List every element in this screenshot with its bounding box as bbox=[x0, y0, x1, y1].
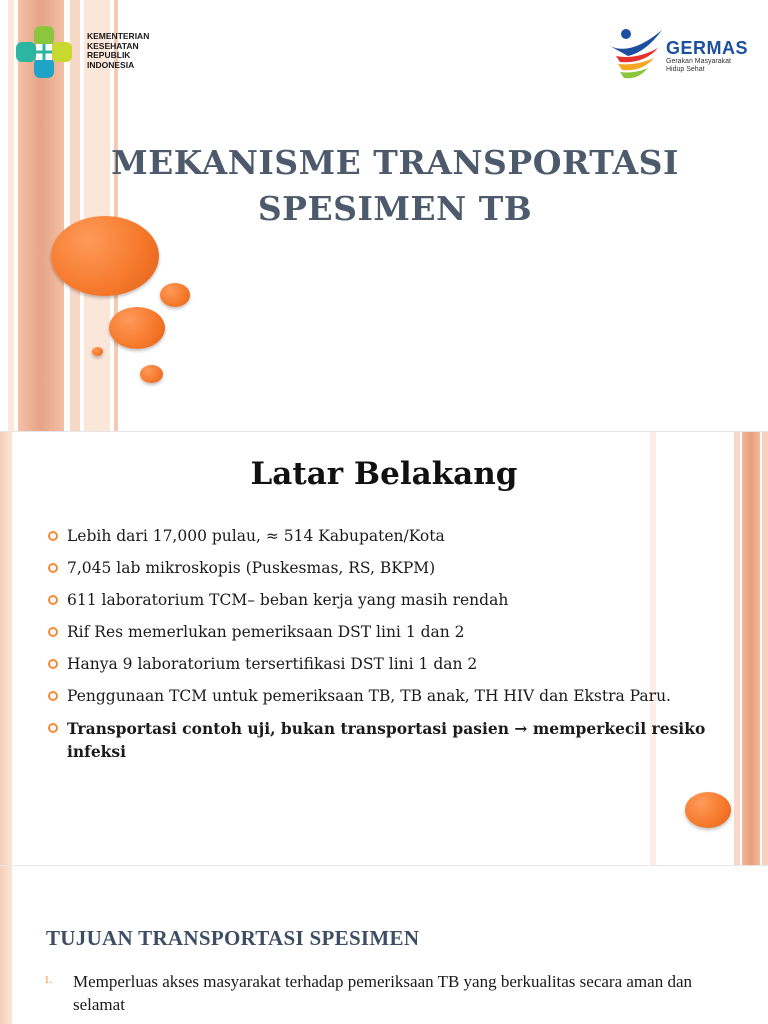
list-item-text: Memperluas akses masyarakat terhadap pemeriksaan TB yang berkualitas secara aman dan selamat bbox=[73, 972, 692, 1014]
germas-logo-icon bbox=[606, 26, 666, 82]
decorative-stripe-left bbox=[0, 866, 12, 1024]
circle-bullet-icon bbox=[48, 595, 58, 605]
title-slide bbox=[0, 0, 768, 432]
list-item: Lebih dari 17,000 pulau, ≈ 514 Kabupaten/Kota bbox=[48, 525, 748, 547]
list-number: 1. bbox=[44, 974, 53, 986]
kemenkes-logo-text: KEMENTERIAN KESEHATAN REPUBLIK INDONESIA bbox=[87, 31, 150, 70]
list-item: Hanya 9 laboratorium tersertifikasi DST lini 1 dan 2 bbox=[48, 653, 748, 675]
circle-bullet-icon bbox=[48, 531, 58, 541]
decor-circle-small bbox=[160, 283, 190, 307]
circle-bullet-icon bbox=[48, 659, 58, 669]
decor-circle-medium bbox=[109, 307, 165, 349]
list-item: Penggunaan TCM untuk pemeriksaan TB, TB anak, TH HIV dan Ekstra Paru. bbox=[48, 685, 748, 707]
kemenkes-logo bbox=[12, 24, 172, 80]
objectives-slide bbox=[0, 866, 768, 1024]
germas-name: GERMAS bbox=[666, 38, 749, 58]
kemenkes-logo-icon bbox=[12, 24, 78, 80]
section-heading: TUJUAN TRANSPORTASI SPESIMEN bbox=[46, 926, 420, 950]
bullet-list bbox=[48, 525, 748, 773]
list-item-emphasis: Transportasi contoh uji, bukan transportasi pasien → memperkecil resiko infeksi bbox=[48, 717, 748, 763]
section-heading: Latar Belakang bbox=[250, 456, 518, 492]
list-item: 7,045 lab mikroskopis (Puskesmas, RS, BKPM) bbox=[48, 557, 748, 579]
germas-tagline: Gerakan Masyarakat Hidup Sehat bbox=[666, 58, 731, 73]
decorative-stripe-left bbox=[0, 432, 12, 866]
decor-circle-small2 bbox=[140, 365, 163, 383]
decor-circle bbox=[685, 792, 731, 828]
decor-circle-tiny bbox=[92, 347, 103, 356]
circle-bullet-icon bbox=[48, 627, 58, 637]
germas-logo bbox=[606, 26, 761, 82]
background-slide bbox=[0, 432, 768, 866]
list-item: 611 laboratorium TCM– beban kerja yang masih rendah bbox=[48, 589, 748, 611]
list-item: Rif Res memerlukan pemeriksaan DST lini 1 dan 2 bbox=[48, 621, 748, 643]
circle-bullet-icon bbox=[48, 563, 58, 573]
circle-bullet-icon bbox=[48, 691, 58, 701]
page-title: MEKANISME TRANSPORTASI SPESIMEN TB bbox=[111, 143, 679, 228]
circle-bullet-icon bbox=[48, 723, 58, 733]
